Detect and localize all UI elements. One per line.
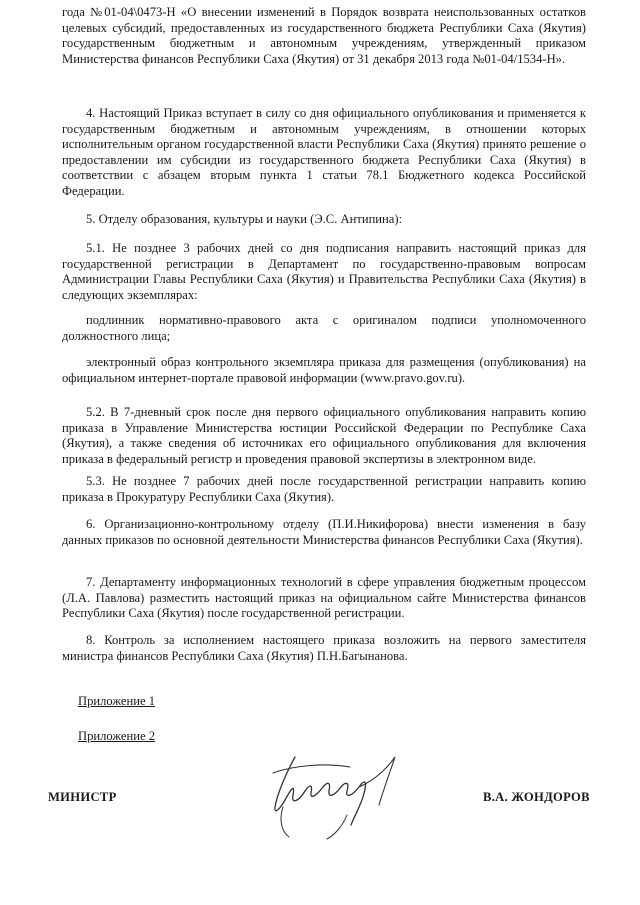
paragraph-5-1: 5.1. Не позднее 3 рабочих дней со дня подписания направить настоящий приказ для государственной регистрации в Департамент по государственно-правовым вопросам Администрации Главы Республики Саха (Якутия) и Правительства Республики Саха (Якутия) в следующих экземплярах: (62, 241, 586, 302)
handwritten-signature (255, 745, 415, 845)
paragraph-8: 8. Контроль за исполнением настоящего приказа возложить на первого заместителя министра финансов Республики Саха (Якутия) П.Н.Багынанова. (62, 633, 586, 663)
signatory-name: В.А. ЖОНДОРОВ (483, 790, 590, 804)
attachment-link-2[interactable]: Приложение 2 (78, 729, 156, 743)
paragraph-4: 4. Настоящий Приказ вступает в силу со дня официального опубликования и применяется к государственным бюджетным и автономным учреждениям, в отношении которых исполнительным органом государственной власти Республики Саха (Якутия) принято решение о предоставлении им субсидии из государственного бюджета Республики Саха (Якутия) в соответствии с абзацем вторым пункта 1 статьи 78.1 Бюджетного кодекса Российской Федерации. (62, 106, 586, 198)
paragraph-5-2: 5.2. В 7-дневный срок после дня первого официального опубликования направить копию приказа в Управление Министерства юстиции Российской Федерации по Республике Саха (Якутия), а также сведения об источниках его официального опубликования для включения приказа в федеральный регистр и проведения правовой экспертизы в электронном виде. (62, 405, 586, 466)
attachment-link-1[interactable]: Приложение 1 (78, 694, 156, 708)
signatory-position: МИНИСТР (48, 790, 117, 804)
paragraph-6: 6. Организационно-контрольному отделу (П.И.Никифорова) внести изменения в базу данных приказов по основной деятельности Министерства финансов Республики Саха (Якутия). (62, 517, 586, 547)
paragraph-5-3: 5.3. Не позднее 7 рабочих дней после государственной регистрации направить копию приказа в Прокуратуру Республики Саха (Якутия). (62, 474, 586, 504)
paragraph-5-1-a: подлинник нормативно-правового акта с оригиналом подписи уполномоченного должностного лица; (62, 313, 586, 343)
paragraph-5: 5. Отделу образования, культуры и науки (Э.С. Антипина): (86, 212, 403, 226)
paragraph-7: 7. Департаменту информационных технологий в сфере управления бюджетным процессом (Л.А. Павлова) разместить настоящий приказ на официальном сайте Министерства финансов Республики Саха (Якутия) после государственной регистрации. (62, 575, 586, 621)
paragraph-intro: года №01-04\0473-Н «О внесении изменений в Порядок возврата неиспользованных остатков целевых субсидий, предоставленных из государственного бюджета Республики Саха (Якутия) государственным бюджетным и автономным учреждениям, утвержденный приказом Министерства финансов Республики Саха (Якутия) от 31 декабря 2013 года №01-04/1534-Н». (62, 5, 586, 66)
paragraph-5-1-b: электронный образ контрольного экземпляра приказа для размещения (опубликования) на официальном интернет-портале правовой информации (www.pravo.gov.ru). (62, 355, 586, 385)
